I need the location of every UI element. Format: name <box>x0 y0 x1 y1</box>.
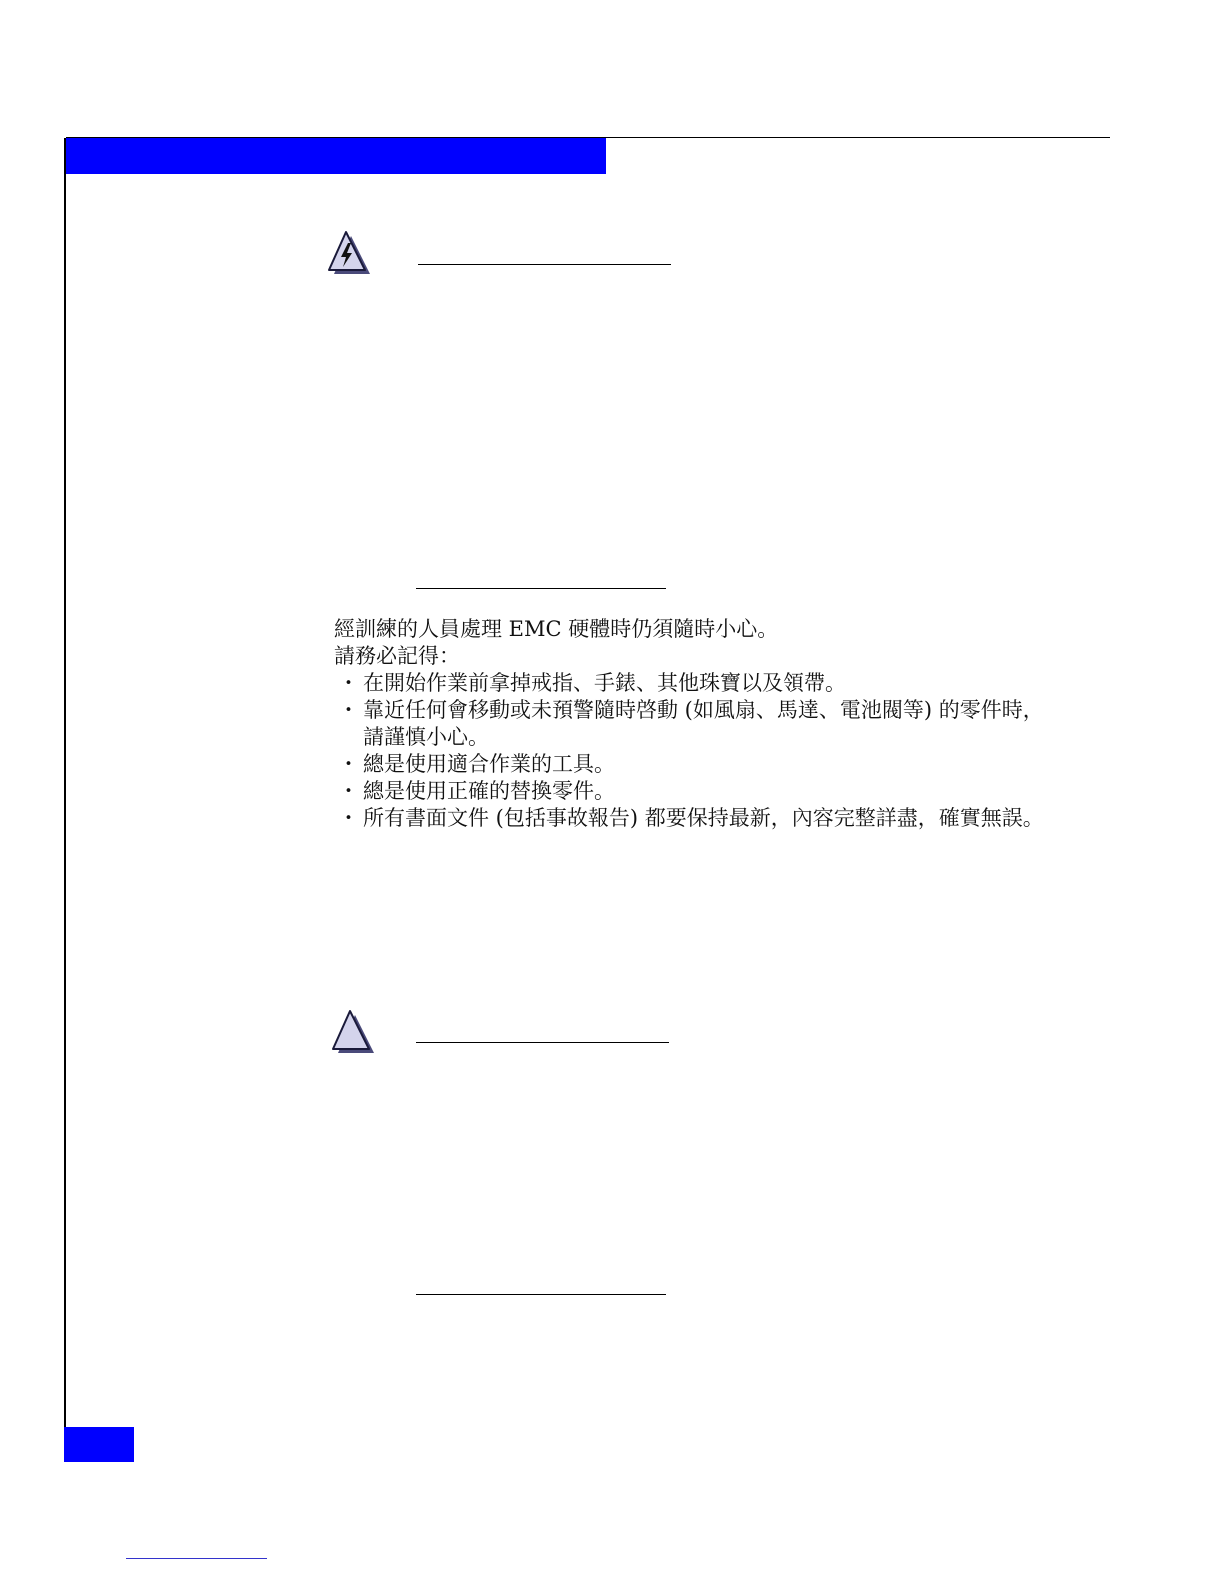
left-margin-rule <box>64 138 66 1462</box>
list-item <box>334 805 1114 832</box>
safety-intro: 經訓練的人員處理 EMC 硬體時仍須隨時小心。 <box>334 617 779 641</box>
bullet-text-continuation: 請謹慎小心。 <box>363 725 489 749</box>
remember-label: 請務必記得： <box>334 644 460 668</box>
warning-end-rule <box>416 588 666 589</box>
list-item <box>334 778 1114 805</box>
safety-text <box>334 616 1114 832</box>
bullet-text: 總是使用正確的替換零件。 <box>363 779 615 803</box>
bullet-glyph: ・ <box>338 698 359 722</box>
list-item <box>334 697 1114 751</box>
top-rule <box>66 137 1110 138</box>
caution-triangle-icon <box>328 1007 380 1057</box>
bullet-text: 在開始作業前拿掉戒指、手錶、其他珠寶以及領帶。 <box>363 671 846 695</box>
header-bar <box>66 138 606 174</box>
list-item <box>334 670 1114 697</box>
list-item <box>334 751 1114 778</box>
caution-heading-rule <box>416 1042 669 1043</box>
bullet-text: 總是使用適合作業的工具。 <box>363 752 615 776</box>
bullet-glyph: ・ <box>338 671 359 695</box>
bullet-glyph: ・ <box>338 806 359 830</box>
footer-line <box>126 1558 267 1559</box>
footer-page-block <box>64 1427 134 1462</box>
caution-end-rule <box>416 1294 666 1295</box>
warning-heading-rule <box>418 264 671 265</box>
bullet-text: 靠近任何會移動或未預警隨時啓動 (如風扇、馬達、電池閥等) 的零件時， <box>363 698 1044 722</box>
electrical-hazard-warning-icon <box>324 228 376 278</box>
bullet-glyph: ・ <box>338 752 359 776</box>
bullet-text: 所有書面文件 (包括事故報告) 都要保持最新，內容完整詳盡，確實無誤。 <box>363 806 1044 830</box>
safety-bullet-list <box>334 670 1114 832</box>
bullet-glyph: ・ <box>338 779 359 803</box>
